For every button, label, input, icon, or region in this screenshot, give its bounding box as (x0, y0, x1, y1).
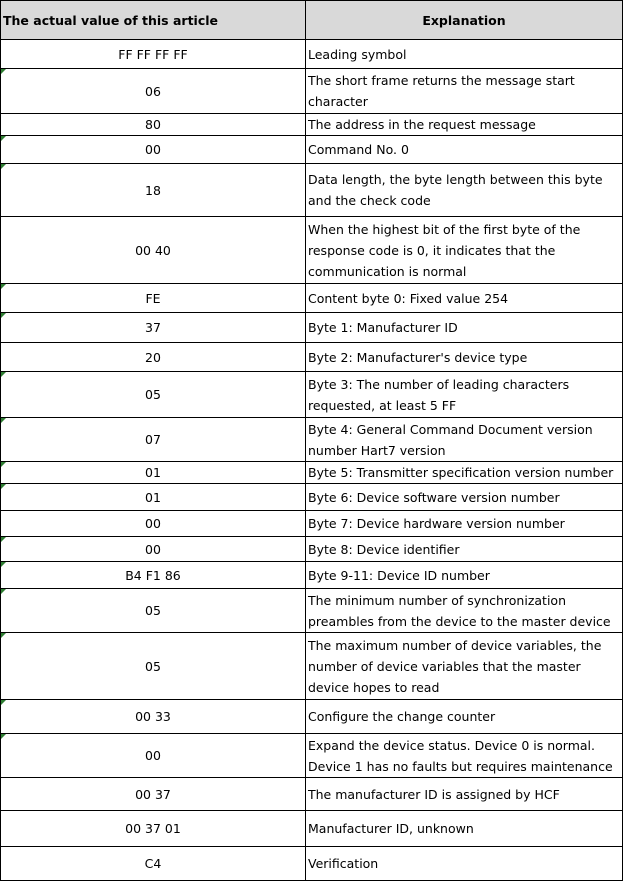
cell-value: 07 (1, 418, 306, 462)
cell-value: 00 (1, 511, 306, 537)
cell-value: 06 (1, 69, 306, 114)
cell-explanation: Byte 3: The number of leading characters requested, at least 5 FF (306, 372, 623, 418)
cell-value: 00 33 (1, 700, 306, 734)
table-row (1, 562, 623, 589)
cell-explanation: When the highest bit of the first byte of the response code is 0, it indicates that the communication is normal (306, 217, 623, 284)
cell-explanation: Byte 5: Transmitter specification version number (306, 462, 623, 484)
table-row (1, 313, 623, 343)
table-row (1, 69, 623, 114)
cell-explanation: Byte 6: Device software version number (306, 484, 623, 511)
table-row (1, 164, 623, 217)
cell-explanation: Byte 7: Device hardware version number (306, 511, 623, 537)
cell-value: 20 (1, 343, 306, 372)
cell-corner-marker (1, 633, 6, 638)
table-row (1, 343, 623, 372)
cell-explanation: The maximum number of device variables, the number of device variables that the master device hopes to read (306, 633, 623, 700)
cell-explanation: Manufacturer ID, unknown (306, 811, 623, 847)
cell-value: C4 (1, 847, 306, 881)
cell-explanation: Expand the device status. Device 0 is normal. Device 1 has no faults but requires maintenance (306, 734, 623, 778)
header-value: The actual value of this article (1, 1, 306, 40)
table-row (1, 462, 623, 484)
cell-explanation: Data length, the byte length between this byte and the check code (306, 164, 623, 217)
cell-value: 00 37 01 (1, 811, 306, 847)
cell-explanation: Command No. 0 (306, 136, 623, 164)
cell-value: 37 (1, 313, 306, 343)
cell-value: 05 (1, 372, 306, 418)
table-row (1, 136, 623, 164)
cell-corner-marker (1, 69, 6, 74)
cell-value: 05 (1, 633, 306, 700)
cell-value: 00 40 (1, 217, 306, 284)
cell-explanation: The address in the request message (306, 114, 623, 136)
cell-corner-marker (1, 372, 6, 377)
cell-corner-marker (1, 537, 6, 542)
table-row (1, 700, 623, 734)
cell-corner-marker (1, 418, 6, 423)
table-row (1, 484, 623, 511)
cell-explanation: Byte 8: Device identifier (306, 537, 623, 562)
table-row (1, 284, 623, 313)
cell-explanation: The manufacturer ID is assigned by HCF (306, 778, 623, 811)
cell-explanation: Leading symbol (306, 40, 623, 69)
table-row (1, 537, 623, 562)
cell-corner-marker (1, 484, 6, 489)
table-row (1, 372, 623, 418)
table-row (1, 589, 623, 633)
cell-corner-marker (1, 462, 6, 467)
cell-corner-marker (1, 562, 6, 567)
cell-corner-marker (1, 700, 6, 705)
cell-corner-marker (1, 284, 6, 289)
table-row (1, 217, 623, 284)
cell-value: B4 F1 86 (1, 562, 306, 589)
cell-value: 00 (1, 734, 306, 778)
cell-corner-marker (1, 313, 6, 318)
cell-explanation: Byte 9-11: Device ID number (306, 562, 623, 589)
table-row (1, 114, 623, 136)
table-row (1, 511, 623, 537)
cell-value: 00 (1, 136, 306, 164)
table-row (1, 418, 623, 462)
cell-value: 01 (1, 484, 306, 511)
cell-corner-marker (1, 136, 6, 141)
cell-explanation: The short frame returns the message start character (306, 69, 623, 114)
cell-value: 80 (1, 114, 306, 136)
cell-explanation: Configure the change counter (306, 700, 623, 734)
header-explanation: Explanation (306, 1, 623, 40)
cell-explanation: Byte 2: Manufacturer's device type (306, 343, 623, 372)
cell-value: 18 (1, 164, 306, 217)
cell-explanation: Byte 4: General Command Document version number Hart7 version (306, 418, 623, 462)
cell-corner-marker (1, 734, 6, 739)
cell-explanation: The minimum number of synchronization preambles from the device to the master device (306, 589, 623, 633)
table-row (1, 40, 623, 69)
cell-value: 00 37 (1, 778, 306, 811)
table-row (1, 811, 623, 847)
cell-value: 01 (1, 462, 306, 484)
cell-explanation: Verification (306, 847, 623, 881)
cell-explanation: Byte 1: Manufacturer ID (306, 313, 623, 343)
table-header-row (1, 1, 623, 40)
table-row (1, 778, 623, 811)
table-row (1, 734, 623, 778)
cell-corner-marker (1, 589, 6, 594)
cell-value: 00 (1, 537, 306, 562)
table-row (1, 633, 623, 700)
cell-value: FE (1, 284, 306, 313)
cell-value: 05 (1, 589, 306, 633)
cell-value: FF FF FF FF (1, 40, 306, 69)
cell-corner-marker (1, 164, 6, 169)
cell-explanation: Content byte 0: Fixed value 254 (306, 284, 623, 313)
table-row (1, 847, 623, 881)
